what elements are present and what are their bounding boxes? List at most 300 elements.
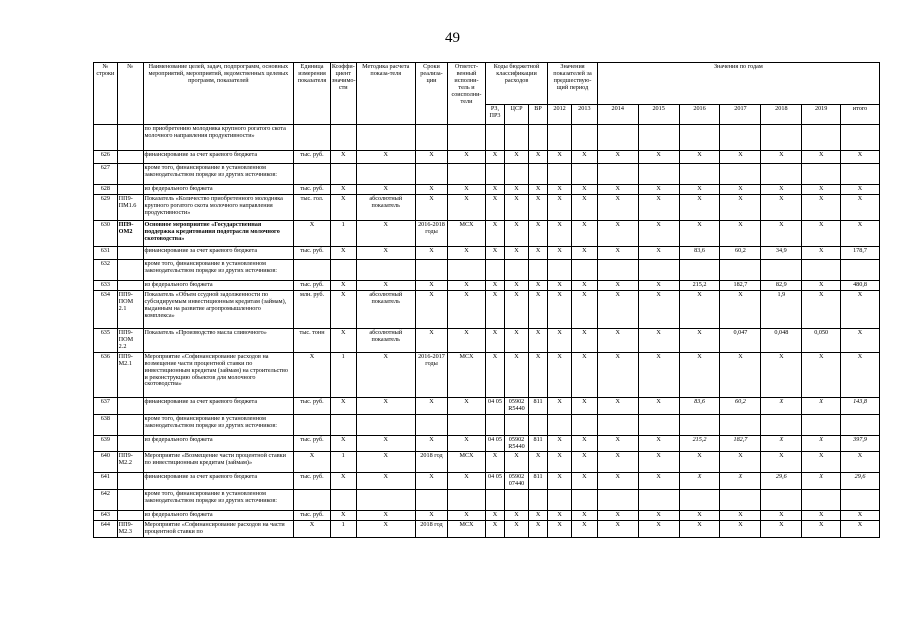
value-cell: X — [528, 246, 547, 259]
value-cell: X — [571, 352, 597, 397]
item-code-cell — [117, 185, 143, 195]
header-2014: 2014 — [597, 105, 638, 125]
item-code-cell: ПП9-М2.1 — [117, 352, 143, 397]
value-cell: 60,2 — [720, 397, 761, 414]
value-cell: X — [548, 511, 572, 521]
value-cell: X — [415, 511, 447, 521]
value-cell — [841, 164, 880, 185]
value-cell — [638, 164, 679, 185]
value-cell: X — [448, 511, 486, 521]
value-cell: X — [528, 352, 547, 397]
value-cell: 182,7 — [720, 280, 761, 290]
value-cell: X — [597, 194, 638, 220]
value-cell — [761, 259, 802, 280]
value-cell: X — [571, 511, 597, 521]
value-cell: X — [528, 185, 547, 195]
value-cell — [679, 490, 720, 511]
row-number-cell: 632 — [94, 259, 118, 280]
header-vr: ВР — [528, 105, 547, 125]
item-code-cell — [117, 511, 143, 521]
value-cell: 215,2 — [679, 280, 720, 290]
value-cell: 811 — [528, 397, 547, 414]
value-cell: X — [841, 352, 880, 397]
value-cell: X — [548, 452, 572, 473]
value-cell: X — [841, 194, 880, 220]
header-2018: 2018 — [761, 105, 802, 125]
value-cell: X — [528, 290, 547, 328]
value-cell: X — [720, 452, 761, 473]
value-cell: X — [638, 511, 679, 521]
value-cell: МСХ — [448, 352, 486, 397]
value-cell: X — [448, 280, 486, 290]
header-total: итого — [841, 105, 880, 125]
table-row — [94, 328, 880, 352]
value-cell: 83,6 — [679, 246, 720, 259]
value-cell: X — [448, 290, 486, 328]
value-cell: X — [638, 397, 679, 414]
value-cell: X — [638, 290, 679, 328]
value-cell: X — [415, 290, 447, 328]
item-name-cell: финансирование за счет краевого бюджета — [143, 151, 294, 164]
value-cell: X — [356, 246, 415, 259]
value-cell: X — [802, 397, 841, 414]
value-cell — [330, 490, 356, 511]
value-cell — [638, 259, 679, 280]
value-cell: X — [638, 452, 679, 473]
value-cell: X — [679, 194, 720, 220]
value-cell: X — [761, 185, 802, 195]
value-cell: X — [638, 246, 679, 259]
value-cell: X — [485, 521, 504, 538]
value-cell: X — [448, 185, 486, 195]
value-cell: млн. руб. — [294, 290, 331, 328]
value-cell — [528, 490, 547, 511]
header-name: Наименование целей, задач, подпрограмм, основных мероприятий, мероприятий, ведомственных целевых программ, показателей — [143, 63, 294, 125]
value-cell: X — [505, 280, 529, 290]
header-2019: 2019 — [802, 105, 841, 125]
value-cell: 29,6 — [841, 473, 880, 490]
value-cell: тыс. руб. — [294, 246, 331, 259]
value-cell — [638, 414, 679, 435]
value-cell: 1 — [330, 521, 356, 538]
value-cell — [720, 490, 761, 511]
value-cell: X — [448, 328, 486, 352]
value-cell: X — [841, 151, 880, 164]
value-cell: X — [485, 246, 504, 259]
item-name-cell: кроме того, финансирование в установленном законодательством порядке из других источников: — [143, 164, 294, 185]
value-cell: X — [761, 435, 802, 452]
item-name-cell: финансирование за счет краевого бюджета — [143, 397, 294, 414]
value-cell: X — [330, 290, 356, 328]
value-cell — [761, 490, 802, 511]
value-cell: X — [841, 521, 880, 538]
value-cell — [679, 164, 720, 185]
value-cell: X — [294, 220, 331, 246]
value-cell: X — [597, 473, 638, 490]
header-2013: 2013 — [571, 105, 597, 125]
value-cell — [448, 490, 486, 511]
value-cell: X — [505, 151, 529, 164]
value-cell: X — [571, 452, 597, 473]
row-number-cell: 628 — [94, 185, 118, 195]
header-prev: Значения показателей за предшествую-щий период — [548, 63, 598, 105]
value-cell: 143,8 — [841, 397, 880, 414]
value-cell: X — [330, 473, 356, 490]
value-cell — [294, 125, 331, 151]
value-cell: 1 — [330, 352, 356, 397]
value-cell — [528, 164, 547, 185]
item-name-cell: из федерального бюджета — [143, 511, 294, 521]
value-cell — [571, 164, 597, 185]
value-cell — [597, 490, 638, 511]
value-cell: тыс. тонн — [294, 328, 331, 352]
header-budget: Коды бюджетной классификации расходов — [485, 63, 547, 105]
value-cell: X — [720, 511, 761, 521]
value-cell: X — [761, 194, 802, 220]
item-code-cell — [117, 414, 143, 435]
value-cell: X — [330, 280, 356, 290]
row-number-cell — [94, 125, 118, 151]
value-cell: X — [720, 151, 761, 164]
item-name-cell: кроме того, финансирование в установленном законодательством порядке из других источников: — [143, 259, 294, 280]
value-cell: тыс. гол. — [294, 194, 331, 220]
item-name-cell: Показатель «Производство масла сливочного» — [143, 328, 294, 352]
value-cell: МСХ — [448, 452, 486, 473]
value-cell: X — [294, 521, 331, 538]
value-cell: X — [485, 220, 504, 246]
value-cell: X — [548, 151, 572, 164]
value-cell: X — [528, 220, 547, 246]
value-cell: X — [597, 185, 638, 195]
value-cell: X — [679, 521, 720, 538]
value-cell: X — [528, 511, 547, 521]
value-cell: тыс. руб. — [294, 397, 331, 414]
value-cell: X — [356, 452, 415, 473]
value-cell — [485, 164, 504, 185]
header-unit: Единица измерения показателя — [294, 63, 331, 125]
value-cell — [802, 125, 841, 151]
value-cell: X — [679, 151, 720, 164]
header-row-no: № строки — [94, 63, 118, 125]
value-cell: X — [415, 151, 447, 164]
value-cell: X — [485, 280, 504, 290]
value-cell: X — [597, 435, 638, 452]
item-name-cell: Мероприятие «Софинансирование расходов на возмещение части процентной ставки по инвестиционным кредитам (займам) на строительство и реконструкцию объектов для молочного скотоводства» — [143, 352, 294, 397]
item-name-cell: Основное мероприятие «Государственная поддержка кредитования подотрасли молочного скотоводства» — [143, 220, 294, 246]
value-cell — [505, 259, 529, 280]
value-cell — [528, 414, 547, 435]
value-cell: X — [679, 185, 720, 195]
item-name-cell: Показатель «Объем ссудной задолженности по субсидируемым инвестиционным кредитам (займам), выданным на развитие агропромышленного комплекса» — [143, 290, 294, 328]
item-code-cell — [117, 473, 143, 490]
value-cell — [679, 125, 720, 151]
value-cell: 82,9 — [761, 280, 802, 290]
value-cell: X — [841, 511, 880, 521]
value-cell — [548, 125, 572, 151]
value-cell — [294, 164, 331, 185]
value-cell: X — [597, 352, 638, 397]
item-code-cell — [117, 259, 143, 280]
value-cell: X — [720, 194, 761, 220]
header-row — [94, 63, 880, 105]
value-cell: X — [720, 521, 761, 538]
value-cell: X — [571, 397, 597, 414]
value-cell: X — [548, 521, 572, 538]
value-cell — [294, 259, 331, 280]
value-cell: X — [802, 194, 841, 220]
value-cell: абсолютный показатель — [356, 194, 415, 220]
value-cell: X — [571, 328, 597, 352]
value-cell: 2018 год — [415, 452, 447, 473]
value-cell: X — [505, 220, 529, 246]
value-cell: 04 05 — [485, 435, 504, 452]
value-cell: X — [330, 151, 356, 164]
value-cell: 0,048 — [761, 328, 802, 352]
value-cell: X — [505, 452, 529, 473]
table-row — [94, 414, 880, 435]
value-cell: 2016-2018 годы — [415, 220, 447, 246]
value-cell: X — [802, 220, 841, 246]
value-cell — [356, 164, 415, 185]
value-cell: X — [528, 194, 547, 220]
table-row — [94, 452, 880, 473]
row-number-cell: 644 — [94, 521, 118, 538]
value-cell: 1,9 — [761, 290, 802, 328]
value-cell — [528, 259, 547, 280]
item-name-cell: кроме того, финансирование в установленном законодательством порядке из других источников: — [143, 490, 294, 511]
value-cell: X — [548, 397, 572, 414]
value-cell — [597, 164, 638, 185]
value-cell: абсолютный показатель — [356, 328, 415, 352]
item-code-cell — [117, 435, 143, 452]
row-number-cell: 639 — [94, 435, 118, 452]
value-cell — [679, 259, 720, 280]
value-cell: МСХ — [448, 521, 486, 538]
value-cell: X — [505, 290, 529, 328]
value-cell — [761, 414, 802, 435]
item-code-cell: ПП9-М2.2 — [117, 452, 143, 473]
value-cell: 811 — [528, 435, 547, 452]
item-code-cell — [117, 490, 143, 511]
value-cell: X — [679, 452, 720, 473]
value-cell — [597, 414, 638, 435]
value-cell: 480,8 — [841, 280, 880, 290]
value-cell: X — [597, 246, 638, 259]
value-cell: X — [415, 280, 447, 290]
value-cell: X — [841, 290, 880, 328]
table-row — [94, 290, 880, 328]
value-cell: X — [571, 194, 597, 220]
value-cell: X — [638, 185, 679, 195]
value-cell: 2016-2017 годы — [415, 352, 447, 397]
value-cell: тыс. руб. — [294, 185, 331, 195]
header-term: Сроки реализа-ции — [415, 63, 447, 125]
item-code-cell: ПП9-ПМ1.6 — [117, 194, 143, 220]
value-cell: X — [638, 151, 679, 164]
value-cell — [356, 490, 415, 511]
value-cell: X — [330, 194, 356, 220]
value-cell: X — [505, 246, 529, 259]
value-cell — [294, 414, 331, 435]
value-cell: X — [485, 151, 504, 164]
value-cell — [548, 414, 572, 435]
value-cell: X — [528, 151, 547, 164]
row-number-cell: 631 — [94, 246, 118, 259]
header-years: Значения по годам — [597, 63, 879, 105]
value-cell: X — [330, 328, 356, 352]
value-cell — [720, 259, 761, 280]
value-cell — [505, 125, 529, 151]
value-cell: X — [485, 194, 504, 220]
value-cell: X — [485, 290, 504, 328]
value-cell: X — [330, 246, 356, 259]
value-cell: 397,9 — [841, 435, 880, 452]
value-cell: 182,7 — [720, 435, 761, 452]
value-cell: X — [841, 185, 880, 195]
value-cell: X — [448, 473, 486, 490]
value-cell: X — [720, 185, 761, 195]
value-cell: X — [448, 397, 486, 414]
value-cell: X — [505, 511, 529, 521]
value-cell: тыс. руб. — [294, 435, 331, 452]
value-cell: X — [330, 435, 356, 452]
value-cell — [761, 164, 802, 185]
value-cell: 0,050 — [802, 328, 841, 352]
value-cell — [356, 414, 415, 435]
value-cell: X — [638, 194, 679, 220]
value-cell: 04 05 — [485, 473, 504, 490]
value-cell: X — [571, 185, 597, 195]
value-cell: 34,9 — [761, 246, 802, 259]
value-cell: 29,6 — [761, 473, 802, 490]
item-name-cell: из федерального бюджета — [143, 185, 294, 195]
value-cell — [638, 125, 679, 151]
value-cell: X — [415, 185, 447, 195]
value-cell — [448, 259, 486, 280]
item-code-cell — [117, 164, 143, 185]
value-cell — [330, 125, 356, 151]
table-row — [94, 490, 880, 511]
row-number-cell: 643 — [94, 511, 118, 521]
value-cell: X — [356, 151, 415, 164]
row-number-cell: 635 — [94, 328, 118, 352]
table-row — [94, 164, 880, 185]
item-code-cell — [117, 125, 143, 151]
value-cell: X — [548, 290, 572, 328]
value-cell: X — [597, 511, 638, 521]
value-cell: X — [720, 352, 761, 397]
value-cell — [485, 125, 504, 151]
value-cell: X — [356, 352, 415, 397]
value-cell: X — [597, 397, 638, 414]
value-cell: X — [548, 473, 572, 490]
value-cell — [720, 164, 761, 185]
value-cell — [802, 164, 841, 185]
value-cell — [485, 414, 504, 435]
value-cell: X — [415, 397, 447, 414]
table-row — [94, 352, 880, 397]
value-cell: X — [548, 194, 572, 220]
value-cell — [485, 259, 504, 280]
value-cell: X — [679, 473, 720, 490]
value-cell: X — [571, 151, 597, 164]
table-row — [94, 511, 880, 521]
table-row — [94, 194, 880, 220]
row-number-cell: 638 — [94, 414, 118, 435]
row-number-cell: 640 — [94, 452, 118, 473]
value-cell: X — [571, 473, 597, 490]
table-row — [94, 435, 880, 452]
item-name-cell: Показатель «Количество приобретенного молодняка крупного рогатого скота молочного направления продуктивности» — [143, 194, 294, 220]
value-cell: 0,047 — [720, 328, 761, 352]
item-code-cell: ПП9-ОМ2 — [117, 220, 143, 246]
table-row — [94, 521, 880, 538]
value-cell: тыс. руб. — [294, 151, 331, 164]
row-number-cell: 630 — [94, 220, 118, 246]
value-cell: X — [571, 246, 597, 259]
value-cell: X — [571, 280, 597, 290]
table-row — [94, 185, 880, 195]
item-name-cell: кроме того, финансирование в установленном законодательством порядке из других источников: — [143, 414, 294, 435]
value-cell — [841, 414, 880, 435]
value-cell: X — [505, 521, 529, 538]
header-no: № — [117, 63, 143, 125]
value-cell: X — [330, 185, 356, 195]
value-cell: X — [415, 246, 447, 259]
value-cell: X — [802, 280, 841, 290]
value-cell: 05902 R5440 — [505, 397, 529, 414]
value-cell: X — [415, 328, 447, 352]
value-cell — [802, 259, 841, 280]
item-name-cell: по приобретению молодняка крупного рогатого скота молочного направления продуктивности» — [143, 125, 294, 151]
row-number-cell: 633 — [94, 280, 118, 290]
value-cell: X — [571, 220, 597, 246]
value-cell: 1 — [330, 220, 356, 246]
value-cell: X — [548, 280, 572, 290]
value-cell — [802, 490, 841, 511]
value-cell: X — [597, 328, 638, 352]
value-cell: X — [415, 435, 447, 452]
value-cell: X — [679, 220, 720, 246]
item-code-cell — [117, 397, 143, 414]
value-cell — [548, 259, 572, 280]
value-cell — [330, 414, 356, 435]
row-number-cell: 627 — [94, 164, 118, 185]
value-cell — [761, 125, 802, 151]
row-number-cell: 641 — [94, 473, 118, 490]
value-cell: X — [548, 352, 572, 397]
value-cell — [330, 259, 356, 280]
value-cell — [548, 164, 572, 185]
value-cell: X — [548, 328, 572, 352]
value-cell — [415, 125, 447, 151]
value-cell: X — [528, 328, 547, 352]
value-cell: X — [485, 452, 504, 473]
header-coef: Коэффи-циент значимо-сти — [330, 63, 356, 125]
value-cell: X — [505, 352, 529, 397]
value-cell: X — [505, 328, 529, 352]
value-cell: X — [548, 220, 572, 246]
row-number-cell: 642 — [94, 490, 118, 511]
value-cell: X — [356, 511, 415, 521]
value-cell — [415, 490, 447, 511]
value-cell: МСХ — [448, 220, 486, 246]
row-number-cell: 636 — [94, 352, 118, 397]
value-cell: X — [548, 185, 572, 195]
value-cell: X — [802, 521, 841, 538]
value-cell: X — [761, 521, 802, 538]
item-name-cell: финансирование за счет краевого бюджета — [143, 246, 294, 259]
